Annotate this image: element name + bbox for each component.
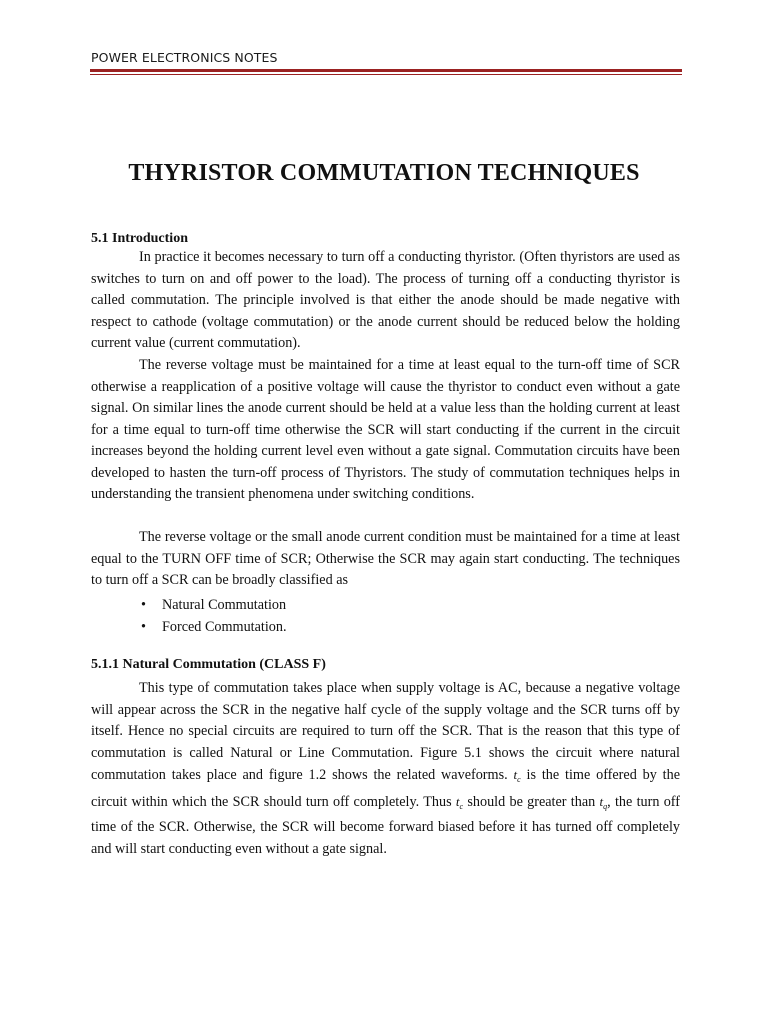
paragraph-intro-3: The reverse voltage or the small anode current condition must be maintained for a time at least equal to the TURN OFF time of SCR; Otherwise the SCR may again start conducting. The techniques to turn off a SCR can be broadly classified as — [91, 529, 680, 588]
symbol-t: t — [455, 793, 460, 809]
list-item — [91, 594, 680, 616]
page-title: THYRISTOR COMMUTATION TECHNIQUES — [128, 160, 640, 186]
section-heading-introduction: 5.1 Introduction — [91, 231, 188, 246]
symbol-t: t — [513, 767, 518, 782]
paragraph-text: should be greater than — [467, 793, 596, 810]
paragraph-text: This type of commutation takes place when supply voltage is AC, because a negative voltage will appear across the SCR in the negative half cycle of the supply voltage and the SCR turns off by itself. Hence no special circuits are required to turn off the SCR. That is the reason that this type of commutation is called Natural or Line Commutation. Figure 5.1 shows the circuit where natural commutation takes place and figure 1.2 shows the related waveforms. — [91, 680, 680, 783]
paragraph-intro-2: The reverse voltage must be maintained for a time at least equal to the turn-off time of SCR otherwise a reapplication of a positive voltage will cause the thyristor to conduct even without a gate signal. On similar lines the anode current should be held at a value less than the holding current at least for a time equal to turn-off time otherwise the SCR will start conducting if the current in the circuit increases beyond the holding current level even without a gate signal. Commutation circuits have been developed to hasten the turn-off process of Thyristors. The study of commutation techniques helps in understanding the transient phenomena under switching conditions. — [91, 357, 680, 502]
header-rule-thin — [90, 74, 682, 75]
list-item-label: Forced Commutation. — [162, 619, 287, 635]
list-item-label: Natural Commutation — [162, 597, 287, 613]
header-rule-thick — [90, 69, 682, 72]
paragraph-text: is the time offered by the circuit within which the SCR should turn off completely. Thus — [91, 767, 681, 810]
paragraph-text: , the turn off time of the SCR. Otherwise, the SCR will become forward biased before it has turned off completely and will start conducting even without a gate signal. — [91, 793, 681, 857]
paragraph-intro-1: In practice it becomes necessary to turn off a conducting thyristor. (Often thyristors are used as switches to turn on and off power to the load). The process of turning off a conducting thyristor is called commutation. The principle involved is that either the anode should be made negative with respect to cathode (voltage commutation) or the anode current should be reduced below the holding current value (current commutation). — [91, 249, 680, 351]
section-heading-natural-commutation: 5.1.1 Natural Commutation (CLASS F) — [91, 657, 326, 672]
running-header: POWER ELECTRONICS NOTES — [91, 50, 278, 65]
list-item — [91, 616, 680, 638]
bullet-icon: • — [141, 619, 146, 635]
subscript-c: c — [517, 775, 521, 784]
paragraph-natural-1 — [91, 678, 680, 860]
symbol-t: t — [599, 793, 604, 809]
commutation-type-list — [91, 594, 680, 638]
subscript-c: c — [459, 801, 464, 811]
bullet-icon: • — [141, 597, 146, 613]
subscript-q: q — [603, 801, 608, 811]
